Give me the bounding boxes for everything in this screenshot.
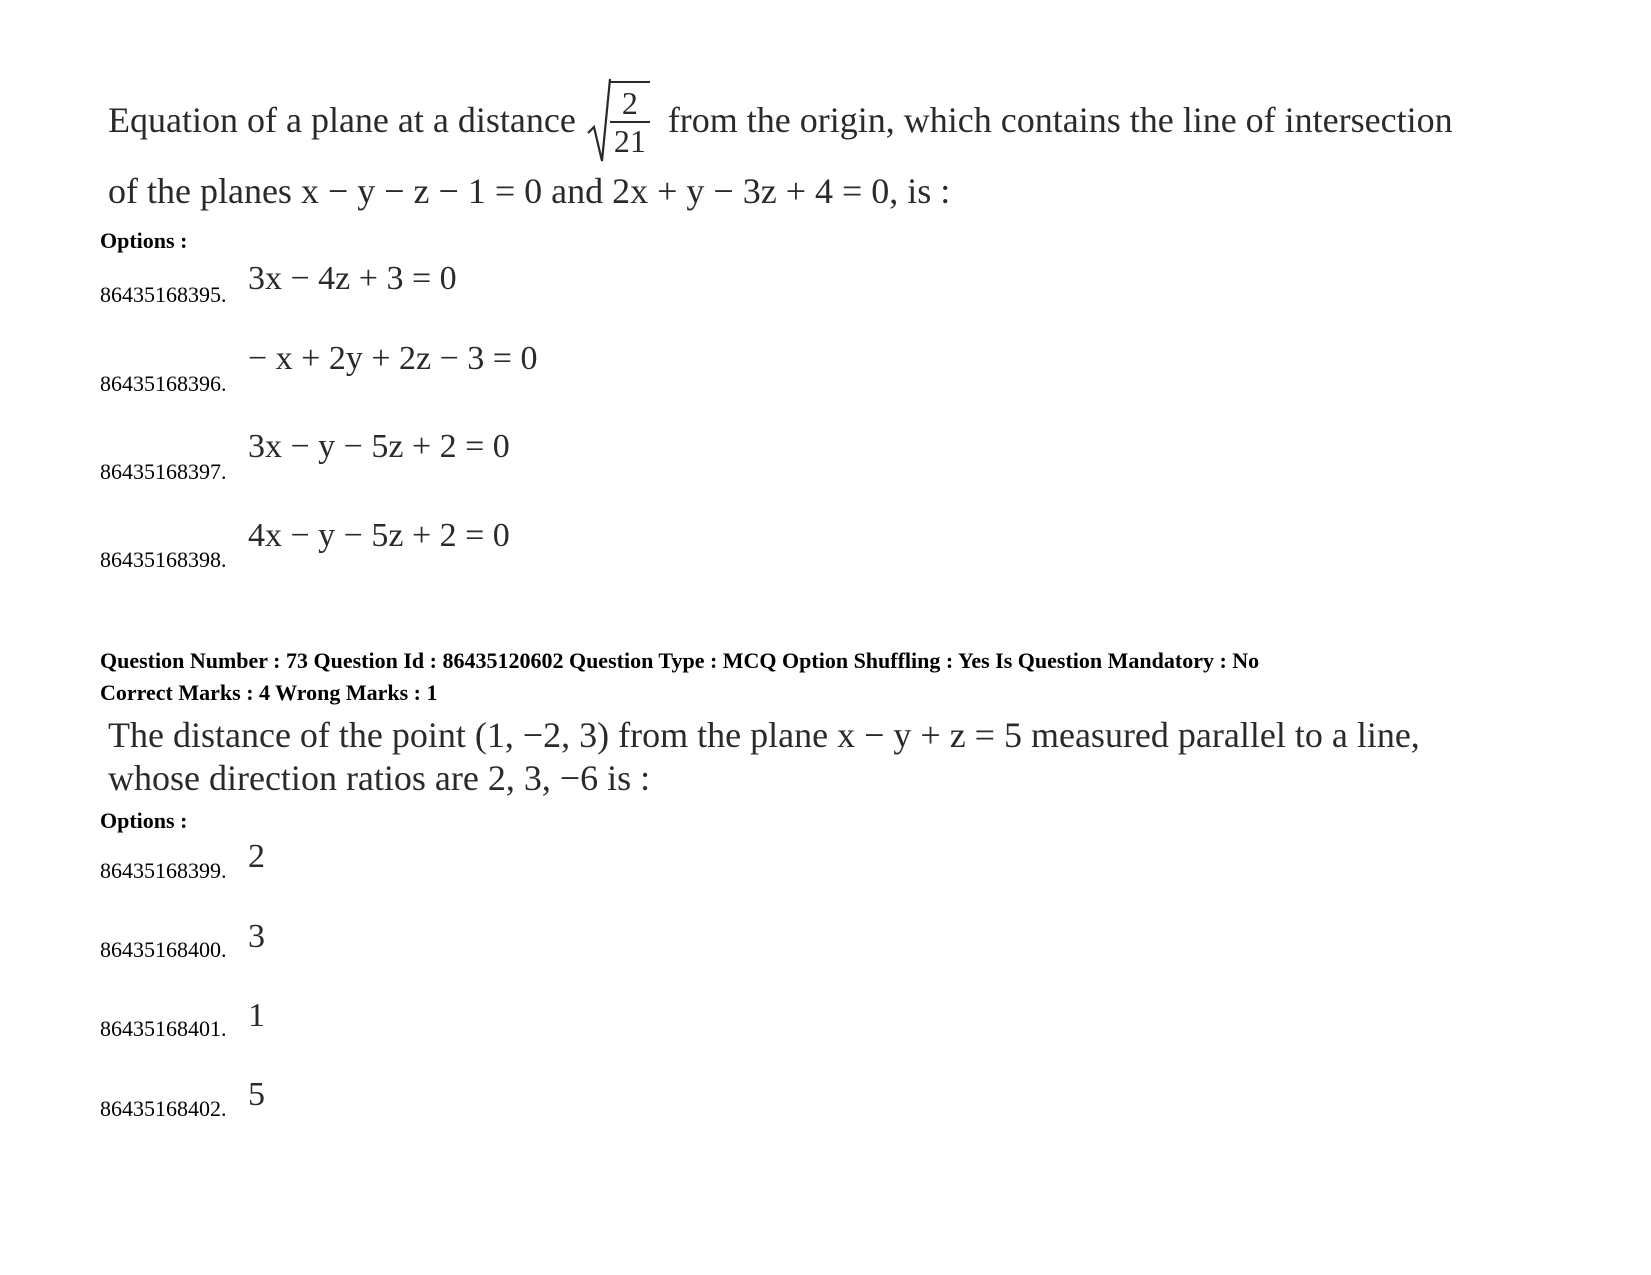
q72-stem-pre: Equation of a plane at a distance xyxy=(108,100,576,140)
option-id: 86435168395. xyxy=(100,282,227,307)
option-id: 86435168399. xyxy=(100,858,227,883)
sqrt-denominator: 21 xyxy=(613,123,646,159)
option-value: 3 xyxy=(248,918,265,955)
option-id: 86435168401. xyxy=(100,1016,227,1041)
option-id: 86435168396. xyxy=(100,371,227,396)
option-id: 86435168397. xyxy=(100,459,227,484)
q72-options-label: Options : xyxy=(100,228,188,253)
option-expression: − x + 2y + 2z − 3 = 0 xyxy=(248,340,538,377)
option-expression: 3x − 4z + 3 = 0 xyxy=(248,260,457,297)
q73-stem-line1: The distance of the point (1, −2, 3) from the plane x − y + z = 5 measured parallel to a line, xyxy=(108,715,1420,755)
option-id: 86435168398. xyxy=(100,547,227,572)
option-value: 5 xyxy=(248,1076,265,1113)
option-id: 86435168402. xyxy=(100,1096,227,1121)
option-id: 86435168400. xyxy=(100,937,227,962)
option-value: 1 xyxy=(248,997,265,1034)
sqrt-sign-icon xyxy=(586,75,612,165)
option-value: 2 xyxy=(248,838,265,875)
q73-stem-line2: whose direction ratios are 2, 3, −6 is : xyxy=(108,758,651,798)
q72-stem-line1 xyxy=(108,70,1453,170)
option-expression: 4x − y − 5z + 2 = 0 xyxy=(248,517,510,554)
sqrt-fraction xyxy=(586,75,654,165)
option-expression: 3x − y − 5z + 2 = 0 xyxy=(248,428,510,465)
q73-meta-line2: Correct Marks : 4 Wrong Marks : 1 xyxy=(100,680,438,705)
q72-stem-line2: of the planes x − y − z − 1 = 0 and 2x + y − 3z + 4 = 0, is : xyxy=(108,171,951,211)
q72-stem-post: from the origin, which contains the line of intersection xyxy=(667,100,1453,140)
q73-options-label: Options : xyxy=(100,808,188,833)
q73-meta-line1: Question Number : 73 Question Id : 86435120602 Question Type : MCQ Option Shuffling : Yes Is Question Mandatory : No xyxy=(100,648,1260,673)
sqrt-numerator: 2 xyxy=(610,85,650,123)
